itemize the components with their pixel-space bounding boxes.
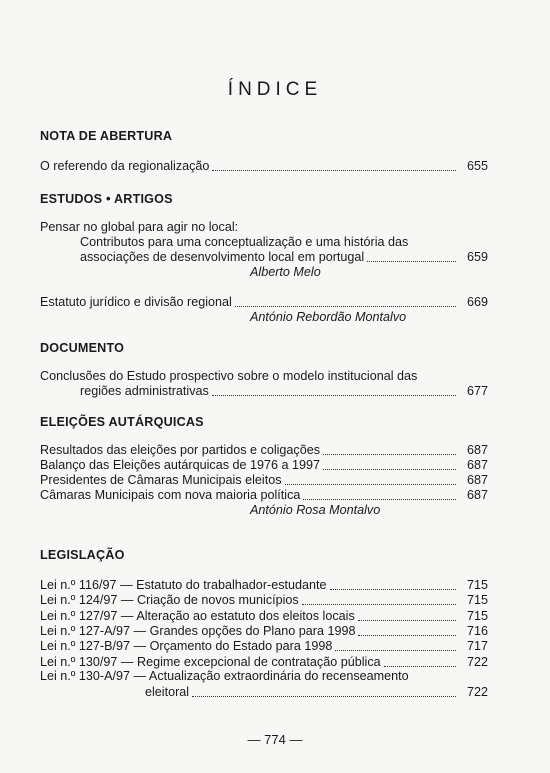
toc-entry[interactable] — [80, 249, 488, 265]
entry-title: Presidentes de Câmaras Municipais eleitos — [40, 473, 282, 487]
toc-entry[interactable] — [40, 442, 488, 458]
toc-entry[interactable] — [145, 684, 488, 700]
entry-title: Lei n.º 130/97 — Regime excepcional de contratação pública — [40, 654, 381, 669]
toc-entry[interactable] — [40, 487, 488, 503]
entry-page: 715 — [466, 608, 488, 623]
entry-title: Estatuto jurídico e divisão regional — [40, 295, 232, 309]
entry-page: 687 — [466, 458, 488, 472]
entry-page: 715 — [466, 578, 488, 592]
toc-entry[interactable] — [40, 623, 488, 639]
dot-leader — [358, 620, 456, 621]
dot-leader — [212, 395, 456, 396]
dot-leader — [323, 469, 456, 470]
entry-author: Alberto Melo — [250, 265, 321, 279]
dot-leader — [367, 261, 456, 262]
entry-title: O referendo da regionalização — [40, 159, 210, 173]
toc-entry[interactable] — [40, 654, 488, 670]
entry-title: Câmaras Municipais com nova maioria política — [40, 488, 301, 502]
entry-page: 722 — [466, 685, 488, 699]
entry-title: Balanço das Eleições autárquicas de 1976 a 1997 — [40, 458, 321, 472]
entry-page: 659 — [466, 250, 488, 264]
dot-leader — [323, 454, 456, 455]
entry-title: Lei n.º 116/97 — Estatuto do trabalhador-estudante — [40, 578, 327, 592]
toc-entry[interactable] — [40, 638, 488, 654]
toc-entry[interactable] — [40, 158, 488, 174]
entry-page: 687 — [466, 473, 488, 487]
section-heading-legislacao: LEGISLAÇÃO — [40, 548, 125, 562]
dot-leader — [285, 484, 456, 485]
entry-page: 669 — [466, 295, 488, 309]
dot-leader — [192, 696, 456, 697]
section-heading-nota: NOTA DE ABERTURA — [40, 129, 173, 143]
toc-entry[interactable] — [40, 294, 488, 310]
entry-author: António Rosa Montalvo — [250, 503, 381, 517]
entry-title: regiões administrativas — [80, 384, 209, 398]
entry-title: Lei n.º 127/97 — Alteração ao estatuto dos eleitos locais — [40, 608, 355, 623]
dot-leader — [235, 306, 456, 307]
entry-page: 717 — [466, 639, 488, 654]
toc-entry[interactable] — [80, 383, 488, 399]
page-number: — 774 — — [247, 732, 303, 747]
entry-title: associações de desenvolvimento local em portugal — [80, 250, 365, 264]
entry-page: 677 — [466, 384, 488, 398]
estudos-entry1-line2[interactable]: Contributos para uma conceptualização e uma história das — [80, 235, 409, 249]
legislacao-last-line1[interactable]: Lei n.º 130-A/97 — Actualização extraordinária do recenseamento — [40, 669, 409, 683]
entry-title: Lei n.º 124/97 — Criação de novos municípios — [40, 593, 299, 608]
page-title: ÍNDICE — [227, 79, 323, 100]
dot-leader — [302, 604, 456, 605]
estudos-entry1-line1[interactable]: Pensar no global para agir no local: — [40, 220, 239, 234]
entry-title: Lei n.º 127-B/97 — Orçamento do Estado para 1998 — [40, 639, 333, 654]
entry-page: 716 — [466, 623, 488, 638]
dot-leader — [358, 635, 456, 636]
entry-page: 715 — [466, 593, 488, 608]
section-heading-estudos-b: ARTIGOS — [113, 192, 173, 206]
toc-entry[interactable] — [40, 608, 488, 624]
dot-leader — [303, 499, 456, 500]
dot-leader — [384, 666, 456, 667]
entry-page: 655 — [466, 159, 488, 173]
entry-page: 687 — [466, 488, 488, 502]
section-heading-estudos — [40, 191, 173, 206]
entry-title: eleitoral — [145, 685, 190, 699]
section-heading-estudos-a: ESTUDOS — [40, 192, 103, 206]
section-heading-eleicoes: ELEIÇÕES AUTÁRQUICAS — [40, 415, 204, 429]
toc-entry[interactable] — [40, 472, 488, 488]
entry-page: 722 — [466, 654, 488, 669]
toc-entry[interactable] — [40, 592, 488, 608]
entry-title: Lei n.º 127-A/97 — Grandes opções do Plano para 1998 — [40, 623, 356, 638]
dot-leader — [212, 170, 456, 171]
toc-entry[interactable] — [40, 577, 488, 593]
documento-line1[interactable]: Conclusões do Estudo prospectivo sobre o modelo institucional das — [40, 369, 418, 383]
entry-author: António Rebordão Montalvo — [250, 310, 407, 324]
dot-leader — [335, 650, 456, 651]
dot-leader — [330, 589, 456, 590]
entry-title: Resultados das eleições por partidos e coligações — [40, 443, 321, 457]
section-heading-documento: DOCUMENTO — [40, 341, 125, 355]
entry-page: 687 — [466, 443, 488, 457]
bullet-icon: • — [105, 191, 111, 206]
toc-entry[interactable] — [40, 457, 488, 473]
